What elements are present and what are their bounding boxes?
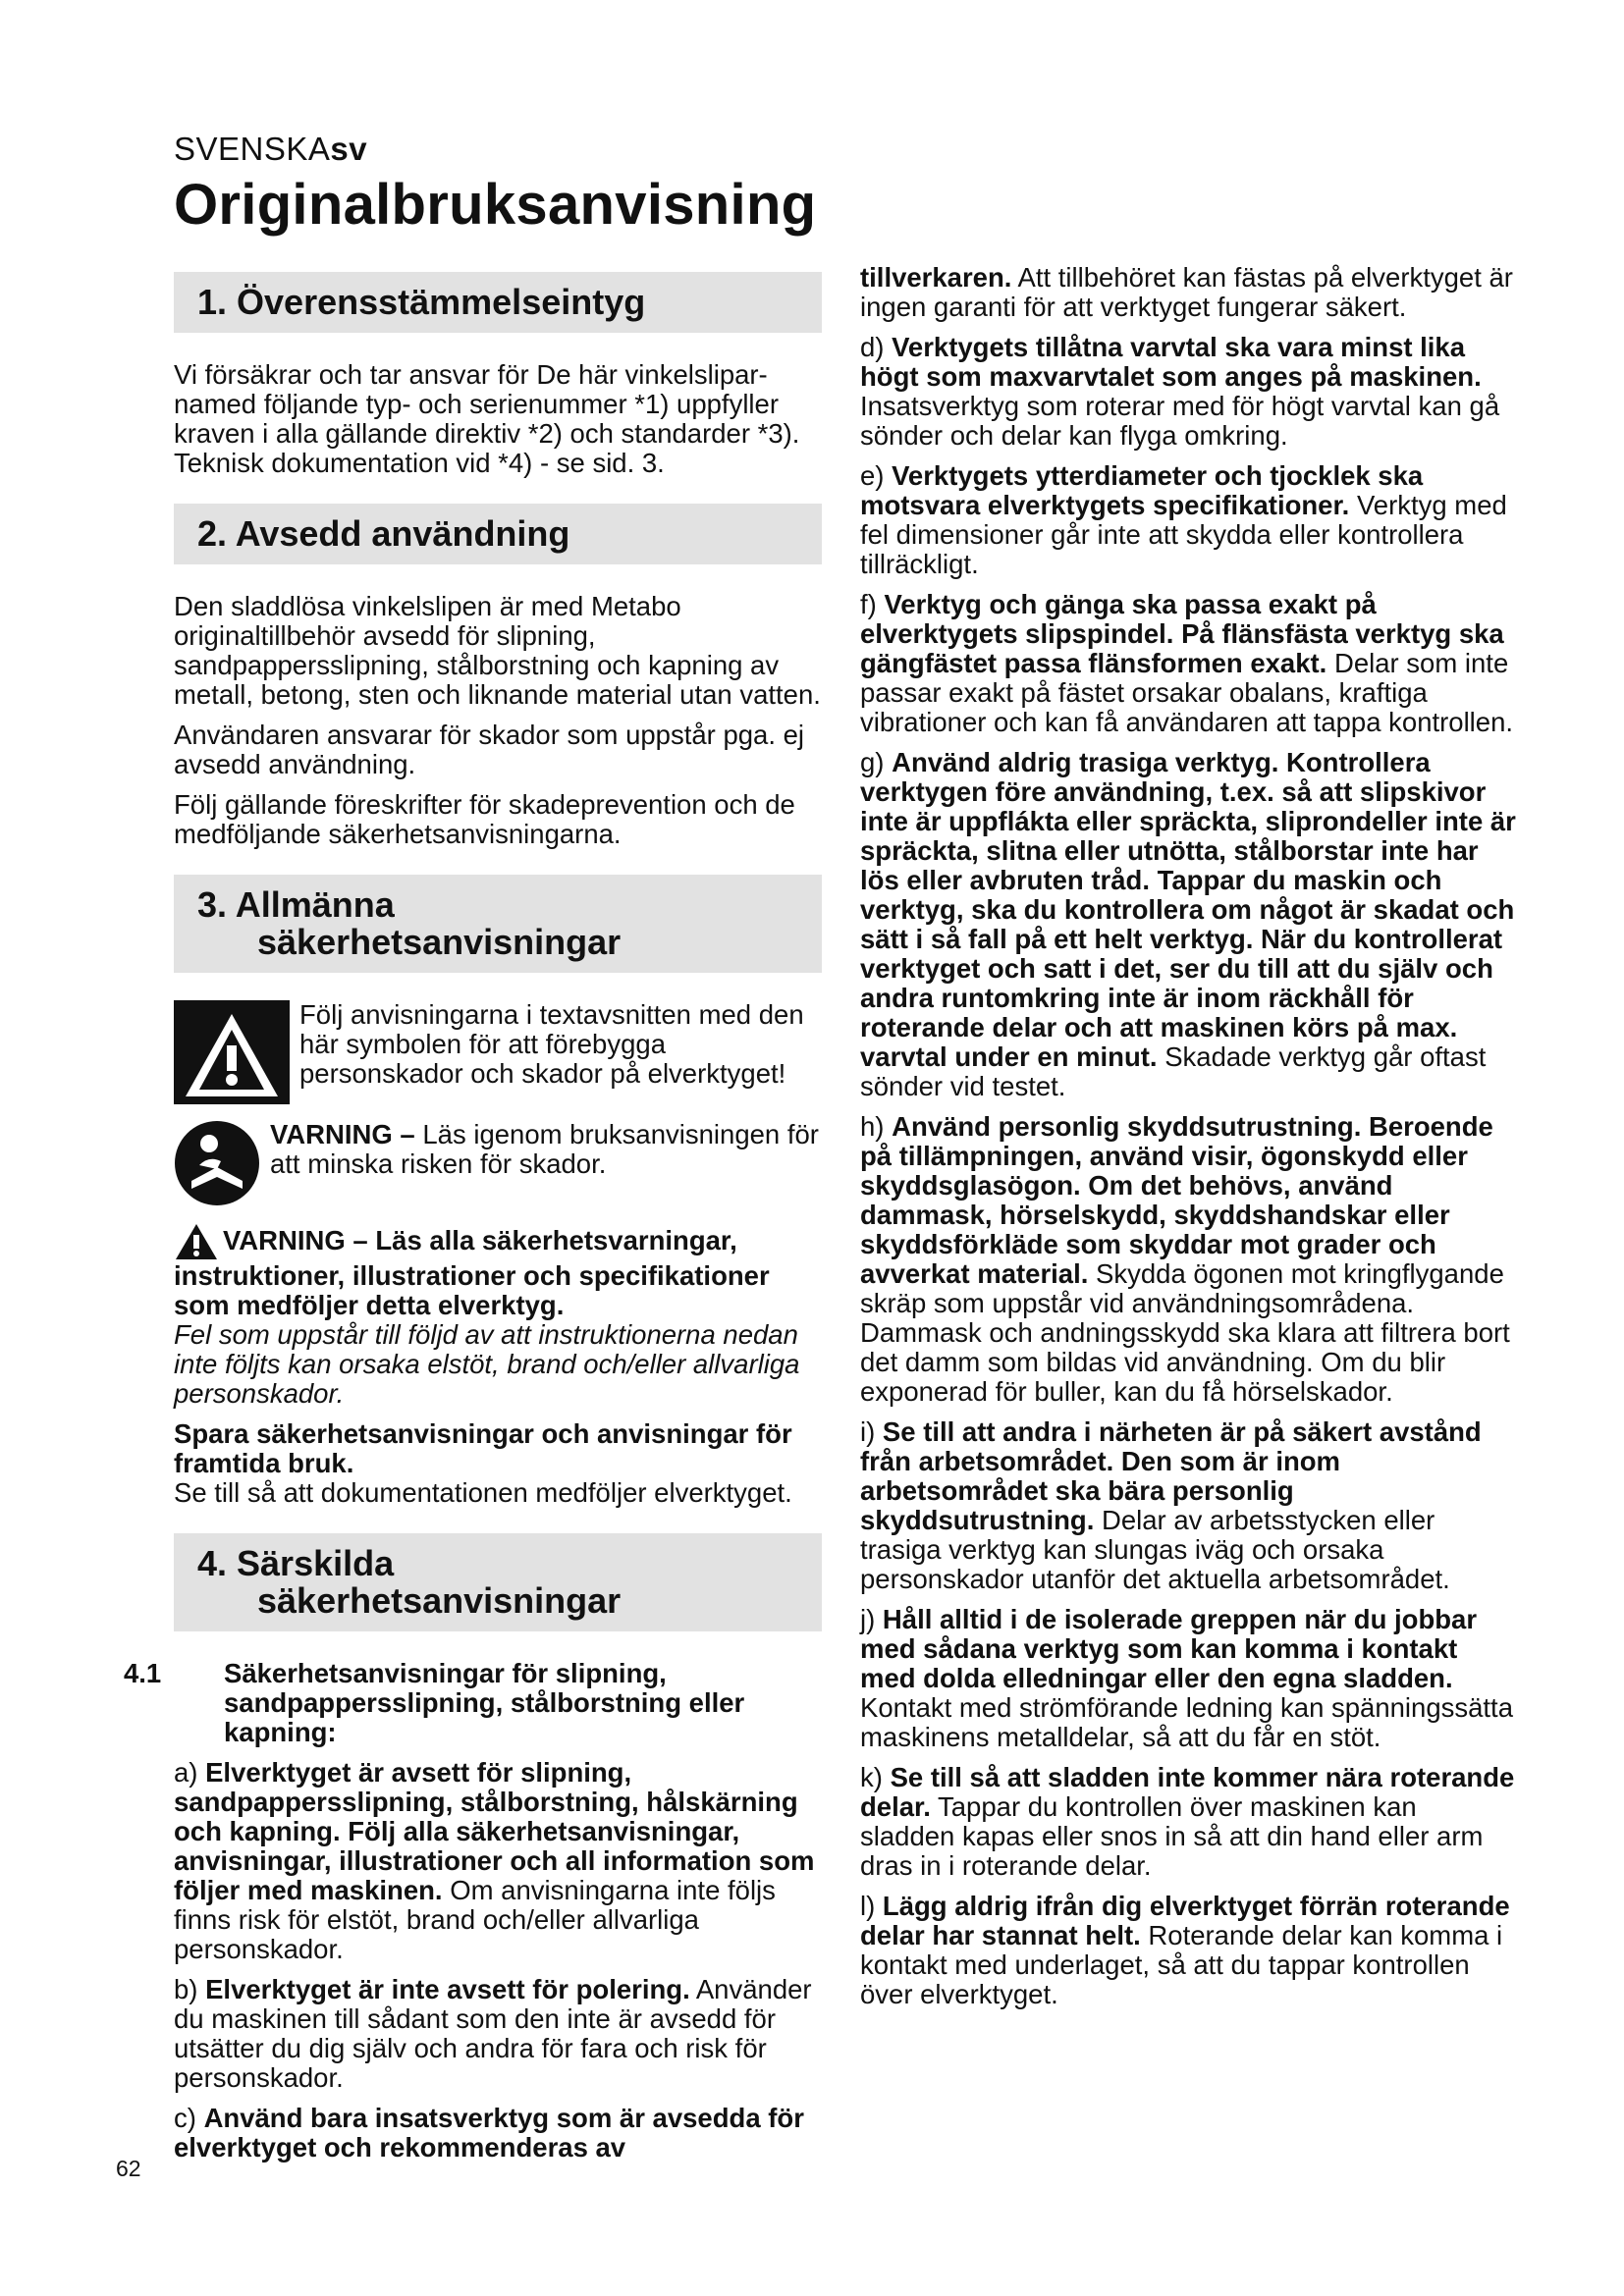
section-3-heading-line2: säkerhetsanvisningar [257,922,622,962]
item-l [860,1892,1518,2009]
item-g-bold: Använd aldrig trasiga verktyg. Kontrollera verktygen före användning, t.ex. så att slipskivor inte är uppflákta eller spräckta, sliprondeller inte är spräckta, slitna eller utnötta, stålborstar inte har lös eller avbruten tråd. Tappar du maskin och verktyg, ska du kontrollera om något är skadat och sätt i så fall på ett helt verktyg. När du kontrollerat verktyget och satt i det, ser du till att du själv och andra runtomkring inte är inom räckhåll för roterande delar och att maskinen körs på max. varvtal under en minut. [860,747,1516,1072]
item-i [860,1417,1518,1594]
warning-small-icon [174,1222,219,1261]
section-2-heading: 2. Avsedd användning [174,504,822,564]
warning-symbol-text: Följ anvisningarna i textavsnitten med den här symbolen för att förebygga personskador och skador på elverktyget! [299,999,804,1089]
page-number: 62 [116,2156,141,2181]
section-4-heading-line2: säkerhetsanvisningar [257,1580,622,1621]
item-k [860,1763,1518,1881]
item-h-label: h) [860,1111,885,1142]
item-e-label: e) [860,460,885,491]
item-b-text: Använder du maskinen till sådant som den inte är avsedd för utsätter du dig själv och andra för fara och risk för personskador. [174,1974,812,2093]
warning-triangle-icon [174,1000,290,1104]
item-b-label: b) [174,1974,198,2004]
item-g [860,748,1518,1101]
item-j-bold: Håll alltid i de isolerade greppen när du jobbar med sådana verktyg som kan komma i kontakt med dolda elledningar eller den egna sladden. [860,1604,1478,1693]
item-i-label: i) [860,1416,876,1447]
item-j-text: Kontakt med strömförande ledning kan spänningssätta maskinens metalldelar, så att du får en stöt. [860,1692,1513,1752]
item-h-bold: Använd personlig skyddsutrustning. Beroende på tillämpningen, använd visir, ögonskydd eller skyddsglasögon. Om det behövs, använd dammask, hörselskydd, skyddshandskar eller skyddsförkläde som skyddar mot grader och avverkat material. [860,1111,1493,1289]
item-d [860,333,1518,451]
item-c-label: c) [174,2103,196,2133]
save-instructions-bold: Spara säkerhetsanvisningar och anvisningar för framtida bruk. [174,1418,792,1478]
section-1-text: Vi försäkrar och tar ansvar för De här vinkelslipar-named följande typ- och serienummer *1) uppfyller kraven i alla gällande direktiv *2) och standarder *3). Teknisk dokumentation vid *4) - se sid. 3. [174,359,800,478]
item-a-text: Om anvisningarna inte följs finns risk för elstöt, brand och/eller allvarliga personskador. [174,1875,776,1964]
section-2-paragraph-1: Den sladdlösa vinkelslipen är med Metabo originaltillbehör avsedd för slipning, sandpappersslipning, stålborstning och kapning av metall, betong, sten och liknande material utan vatten. [174,591,821,710]
warning-symbol-row [174,1000,822,1104]
section-1-heading: 1. Överensstämmelseintyg [174,272,822,333]
section-4-heading-line1: 4. Särskilda [197,1543,395,1583]
item-a [174,1758,822,1964]
item-b-bold: Elverktyget är inte avsett för polering. [205,1974,690,2004]
subsection-number: 4.1 [124,1658,162,1688]
language-code: sv [330,131,368,167]
section-2-paragraph-3: Följ gällande föreskrifter för skadeprevention och de medföljande säkerhetsanvisningarna. [174,789,795,849]
read-manual-icon [174,1120,260,1206]
item-g-label: g) [860,747,885,777]
manual-warning-text [270,1120,822,1179]
item-e-text: Verktyg med fel dimensioner går inte att skydda eller kontrollera tillräckligt. [860,490,1507,579]
item-c-cont-text: Att tillbehöret kan fästas på elverktyget är ingen garanti för att verktyget fungerar säkert. [860,262,1513,322]
item-c-cont-bold: tillverkaren. [860,262,1012,293]
save-instructions [174,1419,822,1478]
item-e [860,461,1518,579]
section-2-paragraph-2: Användaren ansvarar för skador som uppstår pga. ej avsedd användning. [174,720,805,779]
item-c-continued [860,263,1518,322]
item-d-bold: Verktygets tillåtna varvtal ska vara minst lika högt som maxvarvtalet som anges på maskinen. [860,332,1482,392]
item-h-text: Skydda ögonen mot kringflygande skräp som uppstår vid användningsområdena. Dammask och andningsskydd ska klara att filtrera bort det damm som bildas vid användning. Om du blir exponerad för buller, kan du få hörselskador. [860,1258,1510,1407]
manual-warning-bold: VARNING – [270,1119,415,1149]
item-k-label: k) [860,1762,883,1792]
item-i-text: Delar av arbetsstycken eller trasiga verktyg kan slungas iväg och orsaka personskador utanför det aktuella arbetsområdet. [860,1505,1450,1594]
section-3-heading [174,875,822,973]
section-4-heading [174,1533,822,1631]
subsection-4-1-heading [124,1658,822,1747]
item-k-text: Tappar du kontrollen över maskinen kan sladden kapas eller snos in så att din hand eller arm dras in i roterande delar. [860,1791,1484,1881]
item-j-label: j) [860,1604,876,1634]
item-f [860,590,1518,737]
item-i-bold: Se till att andra i närheten är på säkert avstånd från arbetsområdet. Den som är inom arbetsområdet ska bära personlig skyddsutrustning. [860,1416,1482,1535]
section-3-heading-line1: 3. Allmänna [197,884,395,925]
item-a-bold: Elverktyget är avsett för slipning, sandpappersslipning, stålborstning, hålskärning och kapning. Följ alla säkerhetsanvisningar, anvisningar, illustrationer och all information som följer med maskinen. [174,1757,815,1905]
item-e-bold: Verktygets ytterdiameter och tjocklek ska motsvara elverktygets specifikationer. [860,460,1424,520]
item-b [174,1975,822,2093]
language-label [174,131,367,168]
left-column [124,272,822,2173]
item-a-label: a) [174,1757,198,1788]
item-l-bold: Lägg aldrig ifrån dig elverktyget förrän roterande delar har stannat helt. [860,1891,1510,1950]
item-j [860,1605,1518,1752]
item-f-bold: Verktyg och gänga ska passa exakt på elverktygets slipspindel. På flänsfästa verktyg ska gängfästet passa flänsformen exakt. [860,589,1504,678]
subsection-title: Säkerhetsanvisningar för slipning, sandpappersslipning, stålborstning eller kapning: [224,1658,745,1747]
item-c-bold: Använd bara insatsverktyg som är avsedda för elverktyget och rekommenderas av [174,2103,804,2163]
general-warning [174,1222,822,1320]
item-l-text: Roterande delar kan komma i kontakt med underlaget, så att du tappar kontrollen över elverktyget. [860,1920,1503,2009]
item-f-text: Delar som inte passar exakt på fästet orsakar obalans, kraftiga vibrationer och kan få användaren att tappa kontrollen. [860,648,1514,737]
item-h [860,1112,1518,1407]
item-d-text: Insatsverktyg som roterar med för högt varvtal kan gå sönder och delar kan flyga omkring. [860,391,1500,451]
item-c [174,2104,822,2163]
save-instructions-text: Se till så att dokumentationen medföljer elverktyget. [174,1477,792,1508]
item-g-text: Skadade verktyg går oftast sönder vid testet. [860,1041,1487,1101]
manual-warning-row [174,1120,822,1206]
item-f-label: f) [860,589,877,619]
language-name: SVENSKA [174,131,331,167]
general-warning-italic: Fel som uppstår till följd av att instruktionerna nedan inte följts kan orsaka elstöt, brand och/eller allvarliga personskador. [174,1319,800,1409]
item-l-label: l) [860,1891,876,1921]
manual-warning-body: Läs igenom bruksanvisningen för att minska risken för skador. [270,1119,819,1179]
right-column [860,263,1518,2020]
item-k-bold: Se till så att sladden inte kommer nära roterande delar. [860,1762,1515,1822]
page-title: Originalbruksanvisning [174,173,817,237]
item-d-label: d) [860,332,885,362]
general-warning-bold: VARNING – Läs alla säkerhetsvarningar, instruktioner, illustrationer och specifikationer som medföljer detta elverktyg. [174,1225,770,1320]
